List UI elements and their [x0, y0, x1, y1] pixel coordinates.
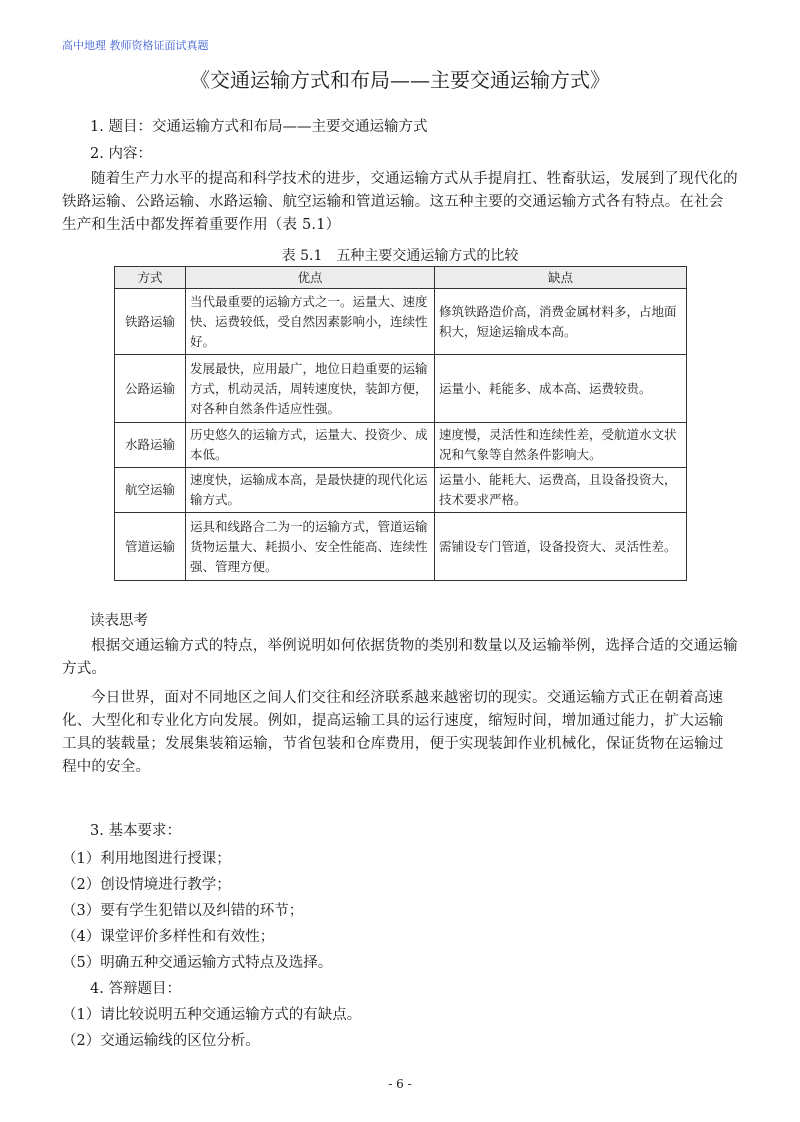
- row-mode: 水路运输: [115, 423, 186, 468]
- intro-paragraph: 随着生产力水平的提高和科学技术的进步，交通运输方式从手提肩扛、牲畜驮运，发展到了现代化的铁路运输、公路运输、水路运输、航空运输和管道运输。这五种主要的交通运输方式各有特点。在社会生产和生活中都发挥着重要作用（表 5.1）: [62, 171, 738, 233]
- item-requirements-label: 3. 基本要求：: [90, 823, 181, 839]
- page-header: 高中地理 教师资格证面试真题: [62, 39, 209, 52]
- table-row: [115, 289, 687, 355]
- question-item: （1）请比较说明五种交通运输方式的有缺点。: [62, 1007, 362, 1023]
- requirement-item: （1）利用地图进行授课；: [62, 851, 231, 867]
- row-pro: 速度快，运输成本高，是最快捷的现代化运输方式。: [186, 468, 435, 513]
- row-pro: 发展最快，应用最广，地位日趋重要的运输方式，机动灵活，周转速度快，装卸方便，对各种自然条件适应性强。: [186, 355, 435, 423]
- table-header-row: [115, 267, 687, 289]
- row-pro: 运具和线路合二为一的运输方式，管道运输货物运量大、耗损小、安全性能高、连续性强、管理方便。: [186, 513, 435, 581]
- requirement-item: （4）课堂评价多样性和有效性；: [62, 929, 275, 945]
- item-content-label: 2. 内容：: [90, 146, 152, 162]
- document-title: 《交通运输方式和布局——主要交通运输方式》: [190, 68, 610, 92]
- comparison-table: [114, 266, 687, 581]
- table-caption: 表 5.1 五种主要交通运输方式的比较: [281, 248, 519, 264]
- row-mode: 管道运输: [115, 513, 186, 581]
- table-row: [115, 355, 687, 423]
- requirement-item: （3）要有学生犯错以及纠错的环节；: [62, 903, 304, 919]
- row-pro: 当代最重要的运输方式之一。运量大、速度快、运费较低，受自然因素影响小，连续性好。: [186, 289, 435, 355]
- requirement-item: （2）创设情境进行教学；: [62, 877, 231, 893]
- question-item: （2）交通运输线的区位分析。: [62, 1033, 260, 1049]
- row-mode: 公路运输: [115, 355, 186, 423]
- requirement-item: （5）明确五种交通运输方式特点及选择。: [62, 955, 333, 971]
- header-mode: 方式: [115, 267, 186, 289]
- table-row: [115, 468, 687, 513]
- table-row: [115, 423, 687, 468]
- row-con: 修筑铁路造价高，消费金属材料多，占地面积大，短途运输成本高。: [435, 289, 687, 355]
- row-con: 运量小、耗能多、成本高、运费较贵。: [435, 355, 687, 423]
- row-mode: 航空运输: [115, 468, 186, 513]
- think-label: 读表思考: [90, 613, 148, 629]
- page-number: - 6 -: [388, 1077, 412, 1091]
- item-topic: 1. 题目：交通运输方式和布局——主要交通运输方式: [90, 119, 428, 135]
- header-pro: 优点: [186, 267, 435, 289]
- row-con: 运量小、能耗大、运费高，且设备投资大，技术要求严格。: [435, 468, 687, 513]
- item-questions-label: 4. 答辩题目：: [90, 981, 181, 997]
- row-pro: 历史悠久的运输方式，运量大、投资少、成本低。: [186, 423, 435, 468]
- row-mode: 铁路运输: [115, 289, 186, 355]
- today-paragraph: 今日世界，面对不同地区之间人们交往和经济联系越来越密切的现实。交通运输方式正在朝着高速化、大型化和专业化方向发展。例如，提高运输工具的运行速度，缩短时间，增加通过能力，扩大运输工具的装载量；发展集装箱运输，节省包装和仓库费用，便于实现装卸作业机械化，保证货物在运输过程中的安全。: [62, 690, 724, 775]
- table-row: [115, 513, 687, 581]
- think-paragraph: 根据交通运输方式的特点，举例说明如何依据货物的类别和数量以及运输举例，选择合适的交通运输方式。: [62, 638, 738, 677]
- header-con: 缺点: [435, 267, 687, 289]
- row-con: 需铺设专门管道，设备投资大、灵活性差。: [435, 513, 687, 581]
- row-con: 速度慢，灵活性和连续性差，受航道水文状况和气象等自然条件影响大。: [435, 423, 687, 468]
